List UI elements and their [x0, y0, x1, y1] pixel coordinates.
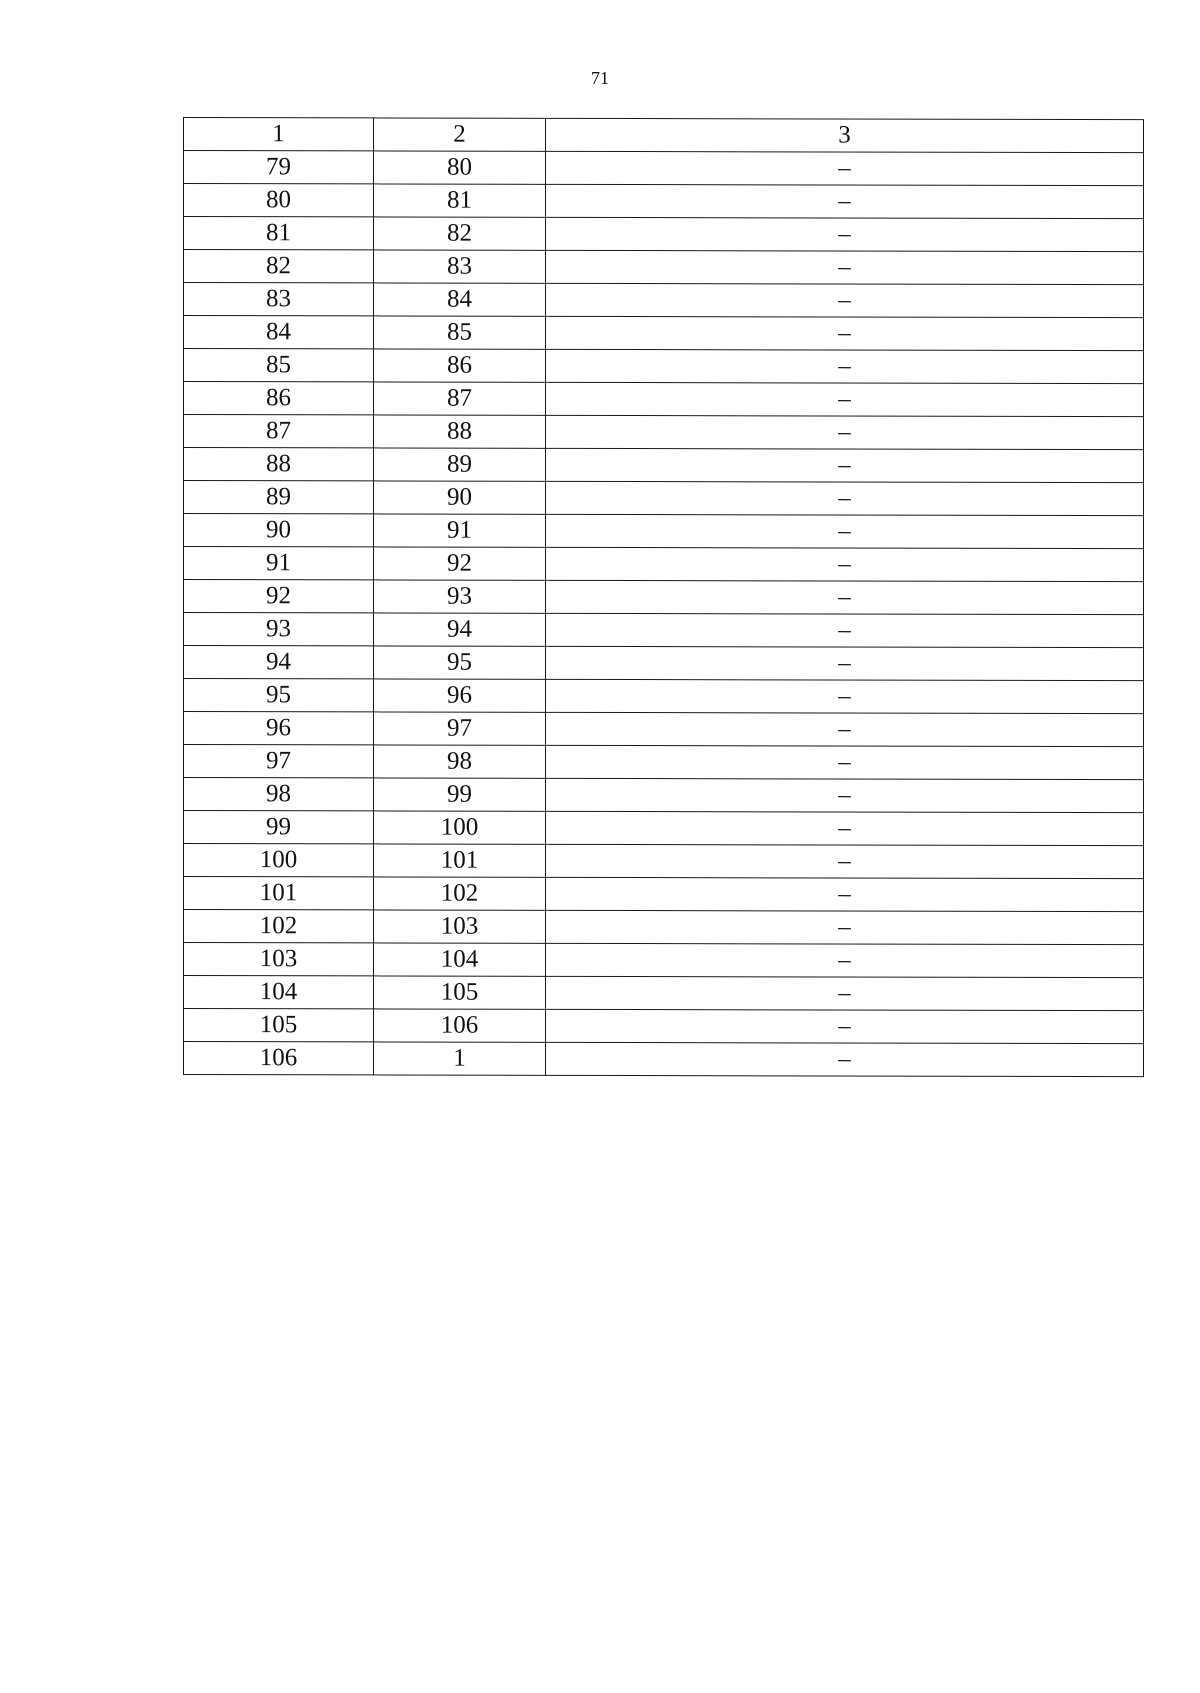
table-cell: 91 — [374, 514, 546, 547]
table-cell: 93 — [374, 580, 546, 613]
table-cell: – — [546, 316, 1144, 350]
table-cell: 106 — [374, 1009, 546, 1042]
table-row — [184, 514, 1144, 549]
table-cell: – — [546, 382, 1144, 416]
table-row — [184, 151, 1144, 186]
table-cell: 93 — [184, 613, 374, 646]
table-cell: – — [546, 976, 1144, 1010]
table-cell: 94 — [374, 613, 546, 646]
table-row — [184, 448, 1144, 483]
table-row — [184, 811, 1144, 846]
table-cell: 89 — [374, 448, 546, 481]
table-row — [184, 910, 1144, 945]
table-row — [184, 481, 1144, 516]
table-cell: – — [546, 1009, 1144, 1043]
table-row — [184, 679, 1144, 714]
table-cell: 84 — [184, 316, 374, 349]
table-cell: – — [546, 811, 1144, 845]
table-cell: – — [546, 415, 1144, 449]
table-cell: 90 — [184, 514, 374, 547]
table-cell: – — [546, 910, 1144, 944]
table-row — [184, 316, 1144, 351]
table-cell: 82 — [184, 250, 374, 283]
table-cell: – — [546, 283, 1144, 317]
table-row — [184, 382, 1144, 417]
page-number: 71 — [591, 68, 609, 88]
table-row — [184, 646, 1144, 681]
table-cell: 85 — [184, 349, 374, 382]
table-cell: 103 — [184, 943, 374, 976]
table-cell: 104 — [184, 976, 374, 1009]
table-cell: – — [546, 217, 1144, 251]
table-cell: 84 — [374, 283, 546, 316]
table-cell: 82 — [374, 217, 546, 250]
table-row — [184, 1009, 1144, 1044]
table-body — [184, 118, 1144, 1077]
column-number-cell: 2 — [374, 118, 546, 151]
table-cell: 98 — [374, 745, 546, 778]
table-cell: 87 — [184, 415, 374, 448]
column-number-cell: 3 — [546, 118, 1144, 152]
table-row — [184, 217, 1144, 252]
table-cell: – — [546, 514, 1144, 548]
table-cell: 92 — [184, 580, 374, 613]
table-row — [184, 349, 1144, 384]
table-cell: 81 — [374, 184, 546, 217]
table-cell: – — [546, 151, 1144, 185]
table-cell: 97 — [374, 712, 546, 745]
table-row — [184, 745, 1144, 780]
table-cell: 101 — [184, 877, 374, 910]
table-cell: 91 — [184, 547, 374, 580]
table-cell: 83 — [184, 283, 374, 316]
table-cell: 105 — [374, 976, 546, 1009]
table-cell: 94 — [184, 646, 374, 679]
table-cell: 89 — [184, 481, 374, 514]
table-cell: 104 — [374, 943, 546, 976]
table-cell: 80 — [184, 184, 374, 217]
table-cell: – — [546, 349, 1144, 383]
table-cell: 95 — [184, 679, 374, 712]
table-cell: – — [546, 613, 1144, 647]
table-cell: 102 — [184, 910, 374, 943]
table-row — [184, 184, 1144, 219]
table-cell: – — [546, 481, 1144, 515]
table-cell: – — [546, 877, 1144, 911]
table-row — [184, 712, 1144, 747]
data-table — [183, 117, 1144, 1077]
table-cell: 100 — [184, 844, 374, 877]
table-cell: 79 — [184, 151, 374, 184]
table-cell: 98 — [184, 778, 374, 811]
table-row — [184, 1042, 1144, 1077]
table-header-row — [184, 118, 1144, 153]
table-cell: 85 — [374, 316, 546, 349]
table-cell: 1 — [374, 1042, 546, 1075]
table-cell: – — [546, 1042, 1144, 1076]
table-cell: 88 — [374, 415, 546, 448]
table-cell: 83 — [374, 250, 546, 283]
table-row — [184, 580, 1144, 615]
table-cell: – — [546, 646, 1144, 680]
table-cell: – — [546, 250, 1144, 284]
table-cell: 106 — [184, 1042, 374, 1075]
table-row — [184, 547, 1144, 582]
table-cell: 95 — [374, 646, 546, 679]
table-row — [184, 283, 1144, 318]
table-cell: 101 — [374, 844, 546, 877]
table-cell: 90 — [374, 481, 546, 514]
table-row — [184, 613, 1144, 648]
table-cell: 100 — [374, 811, 546, 844]
table-cell: 88 — [184, 448, 374, 481]
table-cell: 87 — [374, 382, 546, 415]
table-row — [184, 943, 1144, 978]
table-cell: 86 — [184, 382, 374, 415]
table-cell: 92 — [374, 547, 546, 580]
column-number-cell: 1 — [184, 118, 374, 151]
table-cell: – — [546, 184, 1144, 218]
table-cell: 96 — [374, 679, 546, 712]
table-cell: 86 — [374, 349, 546, 382]
table-cell: 105 — [184, 1009, 374, 1042]
table-cell: 102 — [374, 877, 546, 910]
table-cell: 81 — [184, 217, 374, 250]
table-row — [184, 250, 1144, 285]
table-cell: – — [546, 712, 1144, 746]
table-cell: – — [546, 844, 1144, 878]
table-cell: – — [546, 448, 1144, 482]
table-cell: 97 — [184, 745, 374, 778]
table-row — [184, 976, 1144, 1011]
table-row — [184, 877, 1144, 912]
table-row — [184, 415, 1144, 450]
table-cell: 96 — [184, 712, 374, 745]
table-cell: 103 — [374, 910, 546, 943]
table-cell: – — [546, 580, 1144, 614]
table-cell: – — [546, 745, 1144, 779]
table-cell: – — [546, 547, 1144, 581]
table-cell: 80 — [374, 151, 546, 184]
table-cell: – — [546, 778, 1144, 812]
table-cell: – — [546, 679, 1144, 713]
table-cell: 99 — [374, 778, 546, 811]
table-cell: 99 — [184, 811, 374, 844]
table-row — [184, 778, 1144, 813]
table-row — [184, 844, 1144, 879]
table-cell: – — [546, 943, 1144, 977]
